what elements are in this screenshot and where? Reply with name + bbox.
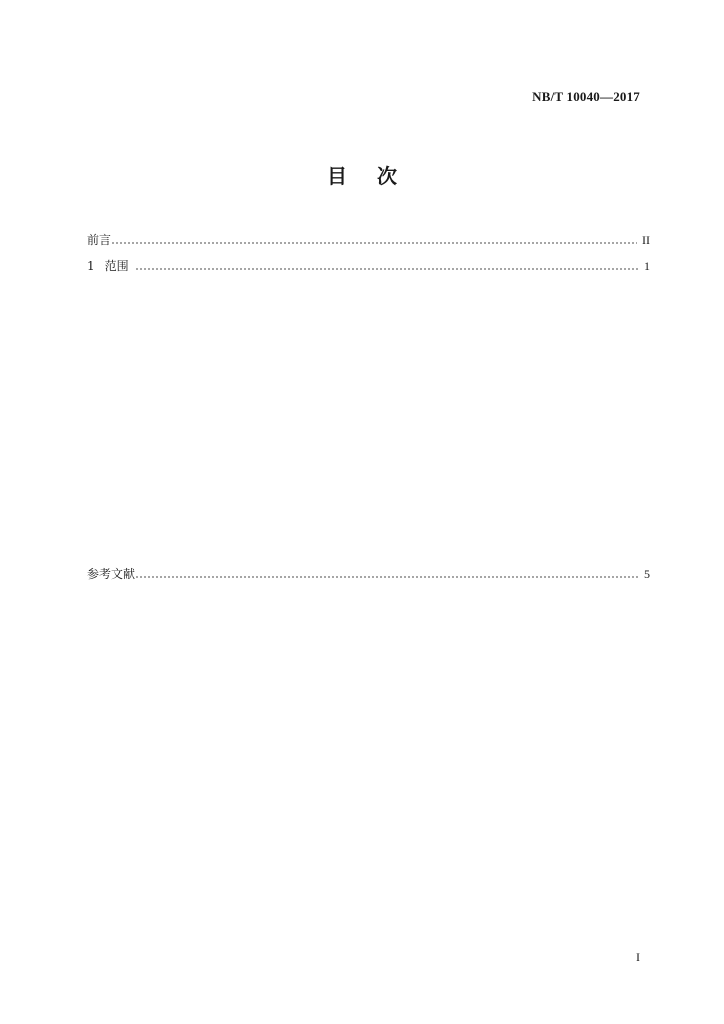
page-title (0, 160, 724, 189)
toc-number: 1 (87, 259, 95, 273)
dot-leader (135, 567, 639, 579)
dot-leader (111, 233, 637, 245)
footer-page-number: I (636, 950, 640, 964)
title-char-1: 目 (327, 164, 347, 188)
toc-entry-references[interactable] (87, 562, 650, 582)
dot-leader (135, 259, 639, 271)
standard-code: NB/T 10040—2017 (532, 89, 640, 104)
toc-entry-foreword[interactable] (87, 228, 650, 248)
toc-page-number: II (642, 233, 650, 247)
toc-page-number: 1 (644, 259, 650, 273)
toc-label: 前言 (87, 233, 112, 247)
title-char-2: 次 (377, 164, 397, 188)
toc-page-number: 5 (644, 567, 650, 581)
toc-label: 参考文献 (87, 567, 136, 581)
toc-entry-scope[interactable] (87, 254, 650, 274)
toc-label: 范围 (104, 259, 129, 273)
